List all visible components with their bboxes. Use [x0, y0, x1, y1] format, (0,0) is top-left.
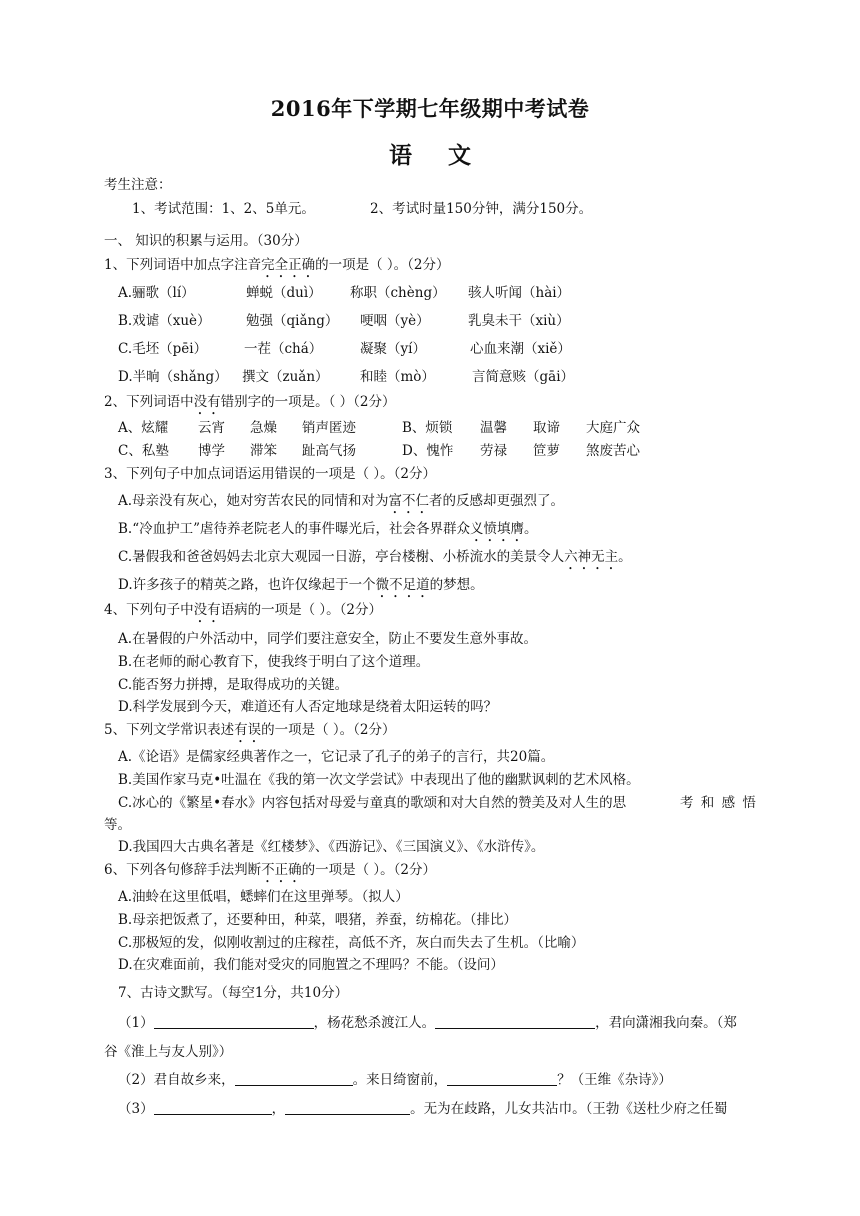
q7-item-1-cont: 谷《淮上与友人别》）: [104, 1044, 233, 1060]
q1-option-d-2: 撰文（zuǎn）: [242, 369, 329, 385]
q1-option-a-3: 称职（chèng）: [350, 285, 446, 301]
q2-row2-5: D、愧怍: [402, 443, 454, 459]
q2-row1-6: 温馨: [480, 420, 507, 436]
q1-option-d-3: 和睦（mò）: [360, 369, 435, 385]
question-1-stem-post: 的一项是（ ）。（2分）: [315, 257, 450, 273]
q7-2-text-2: 。来日绮窗前，: [352, 1072, 448, 1088]
q7-1-text: ，杨花愁杀渡江人。: [313, 1015, 436, 1031]
q2-row1-4: 销声匿迹: [302, 420, 356, 436]
q3-a-pre: A.母亲没有灰心，她对穷苦农民的同情和对为: [118, 493, 389, 509]
q4-option-d: D.科学发展到今天，难道还有人否定地球是绕着太阳运转的吗？: [118, 699, 498, 715]
q2-row1-7: 取谛: [533, 420, 560, 436]
q1-option-c-1: C.毛坯（pēi）: [118, 341, 208, 357]
answer-blank[interactable]: [235, 1071, 353, 1086]
q1-option-c-2: 一茬（chá）: [244, 341, 323, 357]
q5-option-d: D.我国四大古典名著是《红楼梦》、《西游记》、《三国演义》、《水浒传》。: [118, 839, 545, 855]
q3-d-post: 的梦想。: [429, 577, 484, 593]
q3-c-pre: C.暑假我和爸爸妈妈去北京大观园一日游，亭台楼榭、小桥流水的美景令人: [118, 549, 565, 565]
q1-option-a-2: 蝉蜕（duì）: [246, 285, 322, 301]
q2-row2-3: 滞笨: [250, 443, 277, 459]
exam-title: 2016年下学期七年级期中考试卷: [270, 96, 590, 121]
q3-d-dotted: 微不足道: [375, 577, 430, 593]
q7-2-text: （2）君自故乡来，: [118, 1072, 235, 1088]
notice-item-1: 1、考试范围：1、2、5单元。: [132, 201, 315, 217]
question-2-stem-pre: 2、下列词语中: [104, 394, 194, 410]
answer-blank[interactable]: [285, 1100, 410, 1115]
q2-row1-5: B、烦锁: [402, 420, 453, 436]
q3-b-post: 。: [524, 521, 538, 537]
q3-b-pre: B.“冷血护工”虐待养老院老人的事件曝光后，社会各界群众: [118, 521, 471, 537]
q5-option-a: A.《论语》是儒家经典著作之一，它记录了孔子的弟子的言行，共20篇。: [118, 749, 555, 765]
q7-1-text-2: ，君向潇湘我向秦。（郑: [595, 1015, 737, 1031]
q6-option-b: B.母亲把饭煮了，还要种田，种菜，喂猪，养蚕，纺棉花。（排比）: [118, 912, 517, 928]
q4-option-b: B.在老师的耐心教育下，使我终于明白了这个道理。: [118, 654, 430, 670]
section-heading: 一、 知识的积累与运用。（30分）: [104, 233, 308, 249]
question-1-dotted: 完全正确: [261, 257, 316, 273]
question-1-stem-pre: 1、下列词语中加点字注音: [104, 257, 262, 273]
q1-option-d-1: D.半晌（shǎng）: [118, 369, 228, 385]
q5-option-c-line1-end: 考 和 感 悟: [680, 795, 756, 811]
question-6-stem: [104, 861, 436, 886]
question-4-stem: [104, 601, 382, 626]
q3-option-d: [118, 576, 484, 601]
answer-blank[interactable]: [447, 1071, 557, 1086]
q1-option-b-1: B.戏谑（xuè）: [118, 313, 211, 329]
q3-d-pre: D.许多孩子的精英之路，也许仅缘起于一个: [118, 577, 376, 593]
question-3-stem: 3、下列句子中加点词语运用错误的一项是（ ）。（2分）: [104, 466, 436, 482]
q3-a-dotted: 富不仁: [388, 493, 430, 509]
question-1-stem: [104, 256, 449, 281]
q3-c-dotted: 六神无主: [564, 549, 619, 565]
q3-option-a: [118, 492, 564, 517]
q2-row2-6: 劳禄: [480, 443, 507, 459]
q4-option-c: C.能否努力拼搏，是取得成功的关键。: [118, 677, 349, 693]
q5-option-c-line1: C.冰心的《繁星•春水》内容包括对母爱与童真的歌颂和对大自然的赞美及对人生的思: [118, 795, 627, 811]
question-5-stem-pre: 5、下列文学常识表述: [104, 722, 235, 738]
subject-title: [0, 137, 860, 170]
question-5-dotted: 有误: [234, 722, 262, 738]
subject-char-2: 文: [448, 142, 471, 169]
q3-a-post: 者的反感却更强烈了。: [429, 493, 565, 509]
q7-item-2: [118, 1071, 672, 1089]
q2-row2-7: 笸萝: [533, 443, 560, 459]
q7-item-3: [118, 1100, 727, 1118]
q3-option-c: [118, 548, 632, 573]
question-7-stem: 7、古诗文默写。（每空1分，共10分）: [118, 985, 349, 1001]
question-6-dotted: 不正确: [261, 862, 302, 878]
notice-label: 考生注意：: [104, 177, 172, 193]
q7-3-number: （3）: [118, 1101, 154, 1117]
q7-1-number: （1）: [118, 1015, 154, 1031]
q2-row2-2: 博学: [198, 443, 225, 459]
answer-blank[interactable]: [154, 1100, 272, 1115]
question-5-stem: [104, 721, 395, 746]
q2-row1-1: A、炫耀: [118, 420, 169, 436]
q7-3-text: ，: [271, 1101, 286, 1117]
question-4-stem-post: 语病的一项是（ ）。（2分）: [220, 602, 382, 618]
q3-b-dotted: 义愤填膺: [470, 521, 525, 537]
q7-3-text-2: 。无为在歧路，儿女共沾巾。（王勃《送杜少府之任蜀: [410, 1101, 728, 1117]
q3-c-post: 。: [618, 549, 632, 565]
q1-option-b-3: 哽咽（yè）: [360, 313, 430, 329]
answer-blank[interactable]: [154, 1014, 314, 1029]
q2-row2-1: C、私塾: [118, 443, 169, 459]
subject-char-1: 语: [389, 142, 412, 169]
question-2-dotted: 没有: [193, 394, 221, 410]
q5-option-c-line2: 等。: [104, 817, 131, 833]
question-2-stem: [104, 393, 395, 418]
q2-row1-8: 大庭广众: [586, 420, 640, 436]
question-6-stem-pre: 6、下列各句修辞手法判断: [104, 862, 262, 878]
question-5-stem-post: 的一项是（ ）。（2分）: [261, 722, 396, 738]
question-4-stem-pre: 4、下列句子中: [104, 602, 194, 618]
q1-option-c-4: 心血来潮（xiě）: [470, 341, 571, 357]
q3-option-b: [118, 520, 538, 545]
q6-option-c: C.那极短的发，似刚收割过的庄稼茬，高低不齐，灰白而失去了生机。（比喻）: [118, 935, 585, 951]
q2-row2-4: 趾高气扬: [302, 443, 356, 459]
answer-blank[interactable]: [435, 1014, 595, 1029]
q2-row1-2: 云宵: [198, 420, 225, 436]
q1-option-b-4: 乳臭未干（xiù）: [468, 313, 570, 329]
q2-row2-8: 煞废苦心: [586, 443, 640, 459]
notice-item-2: 2、考试时量150分钟，满分150分。: [370, 201, 593, 217]
question-6-stem-post: 的一项是（ ）。（2分）: [301, 862, 436, 878]
question-2-stem-post: 错别字的一项是。（ ）（2分）: [220, 394, 396, 410]
q7-item-1: [118, 1014, 737, 1032]
q4-option-a: A.在暑假的户外活动中，同学们要注意安全，防止不要发生意外事故。: [118, 631, 538, 647]
question-4-dotted: 没有: [193, 602, 221, 618]
q2-row1-3: 急燥: [250, 420, 277, 436]
q1-option-b-2: 勉强（qiǎng）: [246, 313, 339, 329]
q1-option-c-3: 凝聚（yí）: [360, 341, 426, 357]
q1-option-a-1: A.骊歌（lí）: [118, 285, 195, 301]
q6-option-d: D.在灾难面前，我们能对受灾的同胞置之不理吗？不能。（设问）: [118, 957, 504, 973]
q5-option-b: B.美国作家马克•吐温在《我的第一次文学尝试》中表现出了他的幽默讽刺的艺术风格。: [118, 772, 640, 788]
q7-2-text-3: ？（王维《杂诗》）: [557, 1072, 672, 1088]
q6-option-a: A.油蛉在这里低唱，蟋蟀们在这里弹琴。（拟人）: [118, 889, 409, 905]
q1-option-a-4: 骇人听闻（hài）: [468, 285, 571, 301]
q1-option-d-4: 言简意赅（gāi）: [472, 369, 575, 385]
